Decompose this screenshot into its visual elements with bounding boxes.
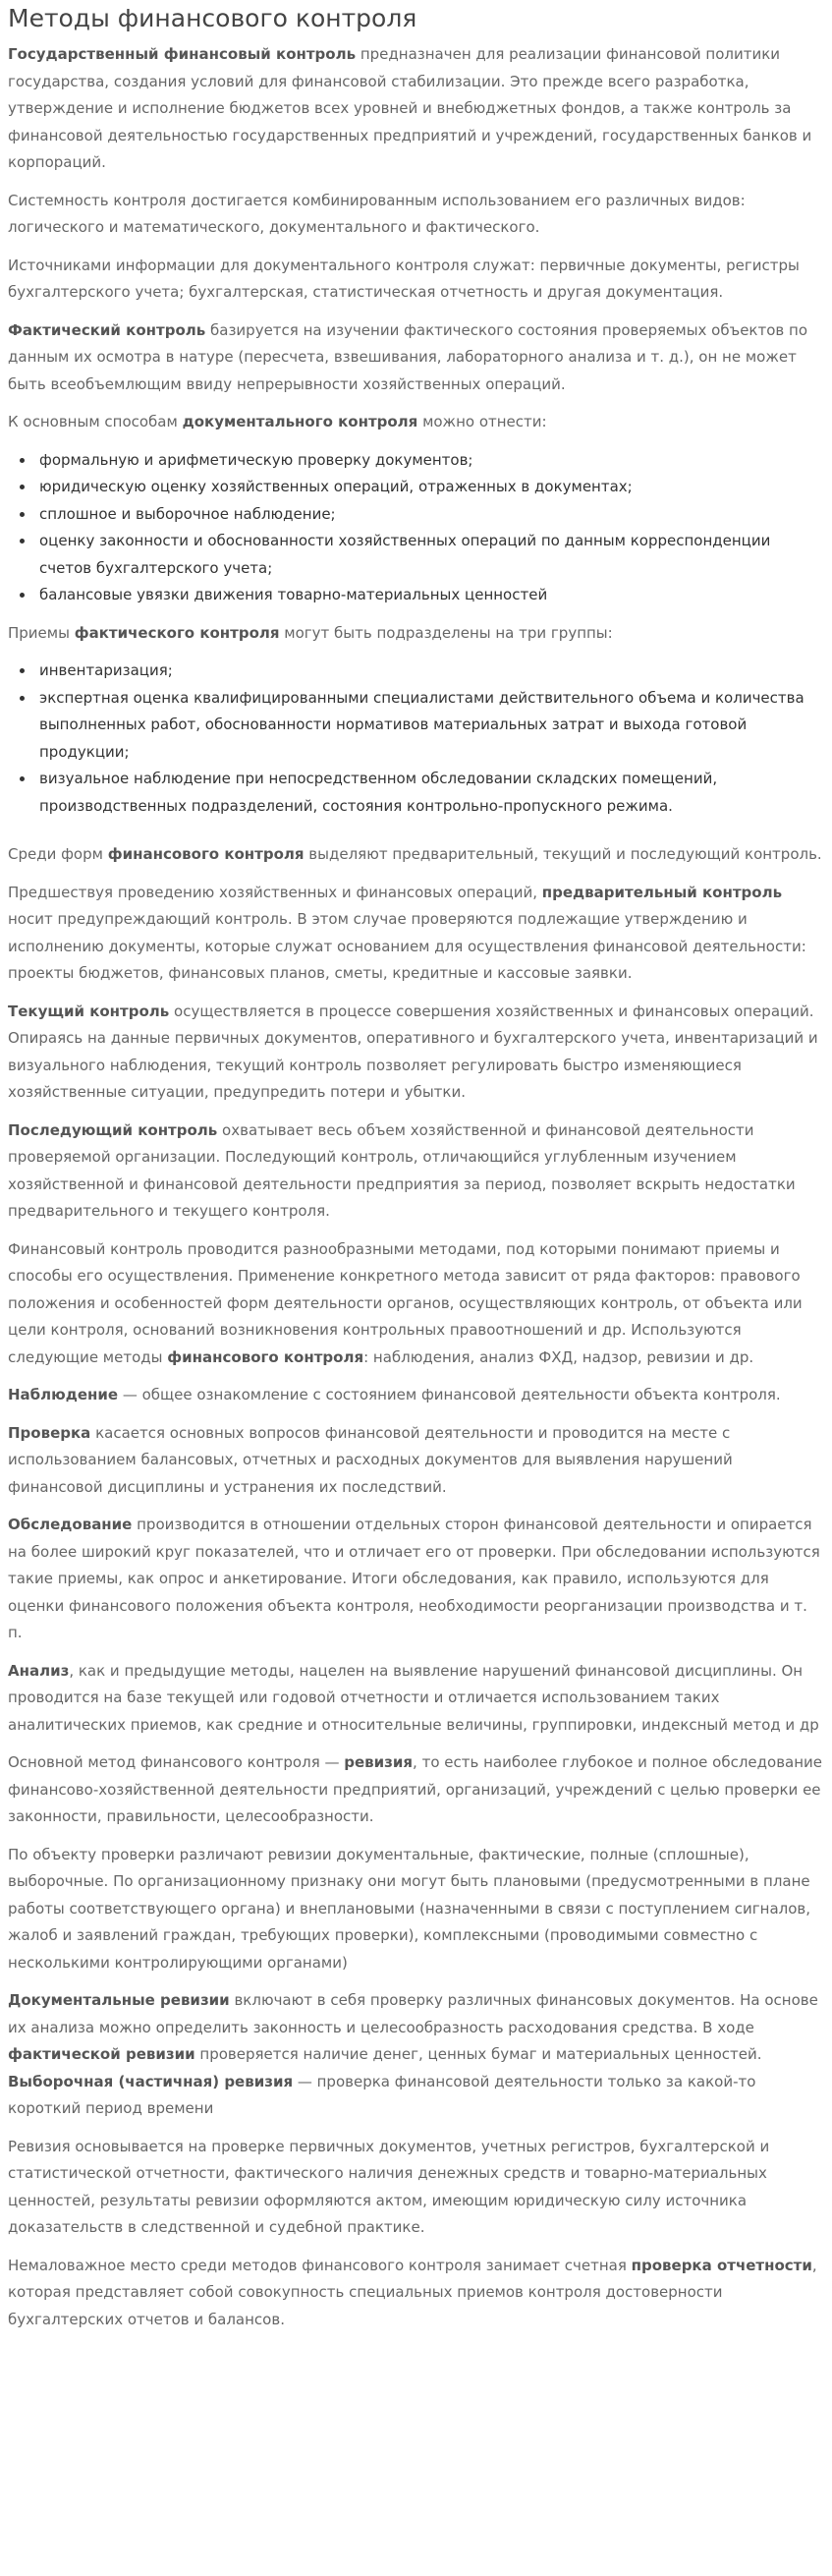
term-state-financial-control: Государственный финансовый контроль (8, 45, 357, 63)
paragraph-factual-control: Фактический контроль базируется на изучении фактического состояния проверяемых объектов по данным их осмотра в натуре (пересчета, взвешивания, лабораторного анализа и т. д.), он не может быть всеобъемлющим ввиду непрерывности хозяйственных операций. (8, 320, 808, 393)
list-item: • оценку законности и обоснованности хозяйственных операций по данным корреспонденции счетов бухгалтерского учета; (35, 528, 826, 582)
paragraph-control-methods: Финансовый контроль проводится разнообразными методами, под которыми понимают приемы и способы его осуществления. Применение конкретного метода зависит от ряда факторов: правового положения и особенностей форм деятельности органов, осуществляющих контроль, от объекта или цели контроля, оснований возникновения контрольных правоотношений и др. Используются следующие методы финансового контроля: наблюдения, анализ ФХД, надзор, ревизии и др. (8, 1239, 803, 1366)
paragraph-systemic-control: Системность контроля достигается комбинированным использованием его различных видов: логического и математического, документального и фактического. (8, 191, 746, 236)
paragraph-state-control: Государственный финансовый контроль предназначен для реализации финансовой политики государства, создания условий для финансовой стабилизации. Это прежде всего разработка, утверждение и исполнение бюджетов всех уровней и внебюджетных фондов, а также контроль за финансовой деятельностью государственных предприятий и учреждений, государственных банков и корпораций. (8, 45, 812, 171)
paragraph-observation: Наблюдение — общее ознакомление с состоянием финансовой деятельности объекта контроля. (8, 1386, 781, 1403)
term-reporting-check: проверка отчетности (631, 2256, 812, 2274)
paragraph-document-methods-intro: К основным способам документального контроля можно отнести: (8, 413, 547, 430)
list-item: • формальную и арифметическую проверку документов; (35, 447, 826, 475)
term-documentary-audits: Документальные ревизии (8, 1991, 230, 2009)
paragraph-factual-methods-intro: Приемы фактического контроля могут быть подразделены на три группы: (8, 623, 613, 642)
term-preliminary-control: предварительный контроль (541, 883, 783, 901)
term-financial-control: финансового контроля (107, 845, 305, 863)
term-observation: Наблюдение (8, 1386, 119, 1403)
paragraph-audit-types: По объекту проверки различают ревизии документальные, фактические, полные (сплошные), выборочные. По организационному признаку они могут быть плановыми (предусмотренными в плане работы соответствующего органа) и внеплановыми (назначенными в связи с поступлением сигналов, жалоб и заявлений граждан, требующих проверки), комплексными (проводимыми совместно с несколькими контролирующими органами) (8, 1845, 811, 1972)
paragraph-preliminary-control: Предшествуя проведению хозяйственных и финансовых операций, предварительный контроль носит предупреждающий контроль. В этом случае проверяются подлежащие утверждению и исполнению документы, которые служат основанием для осуществления финансовой деятельности: проекты бюджетов, финансовых планов, сметы, кредитные и кассовые заявки. (8, 883, 806, 982)
list-documentary-methods (8, 447, 826, 609)
term-subsequent-control: Последующий контроль (8, 1120, 218, 1139)
term-factual-control: фактического контроля (74, 623, 280, 642)
paragraph-audit: Основной метод финансового контроля — ревизия, то есть наиболее глубокое и полное обследование финансово-хозяйственной деятельности предприятий, организаций, учреждений с целью проверки ее законности, правильности, целесообразности. (8, 1753, 823, 1825)
paragraph-analysis: Анализ, как и предыдущие методы, нацелен на выявление нарушений финансовой дисциплины. Он проводится на базе текущей или годовой отчетности и отличается использованием таких аналитических приемов, как средние и относительные величины, группировки, индексный метод и др (8, 1661, 819, 1734)
list-factual-methods (8, 658, 826, 820)
term-analysis: Анализ (8, 1661, 70, 1680)
term-factual-control: Фактический контроль (8, 320, 206, 339)
paragraph-information-sources: Источниками информации для документального контроля служат: первичные документы, регистры бухгалтерского учета; бухгалтерская, статистическая отчетность и другая документация. (8, 256, 800, 301)
paragraph-survey: Обследование производится в отношении отдельных сторон финансовой деятельности и опирается на более широкий круг показателей, что и отличает его от проверки. При обследовании используются такие приемы, как опрос и анкетирование. Итоги обследования, как правило, используются для оценки финансового положения объекта контроля, необходимости реорганизации производства и т. п. (8, 1516, 820, 1641)
term-selective-audit: Выборочная (частичная) ревизия (8, 2072, 294, 2090)
paragraph-current-control: Текущий контроль осуществляется в процессе совершения хозяйственных и финансовых операций. Опираясь на данные первичных документов, оперативного и бухгалтерского учета, инвентаризаций и визуального наблюдения, текущий контроль позволяет регулировать быстро изменяющиеся хозяйственные ситуации, предупредить потери и убытки. (8, 1002, 818, 1101)
term-current-control: Текущий контроль (8, 1002, 170, 1020)
term-inspection: Проверка (8, 1423, 91, 1442)
list-item: • визуальное наблюдение при непосредственном обследовании складских помещений, производственных подразделений, состояния контрольно-пропускного режима. (35, 766, 826, 820)
list-item: • инвентаризация; (35, 658, 826, 685)
term-audit: ревизия (344, 1753, 414, 1771)
list-item: • юридическую оценку хозяйственных операций, отраженных в документах; (35, 474, 826, 501)
term-documentary-control: документального контроля (182, 413, 418, 430)
paragraph-control-forms: Среди форм финансового контроля выделяют предварительный, текущий и последующий контроль. (8, 845, 822, 863)
paragraph-reporting-check: Немаловажное место среди методов финансового контроля занимает счетная проверка отчетности, которая представляет собой совокупность специальных приемов контроля достоверности бухгалтерских отчетов и балансов. (8, 2256, 817, 2328)
list-item: • сплошное и выборочное наблюдение; (35, 501, 826, 529)
term-financial-control: финансового контроля (167, 1347, 364, 1366)
paragraph-inspection: Проверка касается основных вопросов финансовой деятельности и проводится на месте с использованием балансовых, отчетных и расходных документов для выявления нарушений финансовой дисциплины и устранения их последствий. (8, 1423, 733, 1496)
term-survey: Обследование (8, 1516, 133, 1533)
paragraph-subsequent-control: Последующий контроль охватывает весь объем хозяйственной и финансовой деятельности проверяемой организации. Последующий контроль, отличающийся углубленным изучением хозяйственной и финансовой деятельности предприятия за период, позволяет вскрыть недостатки предварительного и текущего контроля. (8, 1120, 796, 1220)
list-item: • экспертная оценка квалифицированными специалистами действительного объема и количества выполненных работ, обоснованности нормативов материальных затрат и выхода готовой продукции; (35, 685, 826, 767)
term-factual-audit: фактической ревизии (8, 2045, 195, 2063)
paragraph-documentary-audits: Документальные ревизии включают в себя проверку различных финансовых документов. На основе их анализа можно определить законность и целесообразность расходования средства. В ходе фактической ревизии проверяется наличие денег, ценных бумаг и материальных ценностей. Выборочная (частичная) ревизия — проверка финансовой деятельности только за какой-то короткий период времени (8, 1991, 818, 2117)
list-item: • балансовые увязки движения товарно-материальных ценностей (35, 582, 826, 609)
paragraph-audit-basis: Ревизия основывается на проверке первичных документов, учетных регистров, бухгалтерской и статистической отчетности, фактического наличия денежных средств и товарно-материальных ценностей, результаты ревизии оформляются актом, имеющим юридическую силу источника доказательств в следственной и судебной практике. (8, 2137, 770, 2236)
page-title: Методы финансового контроля (8, 4, 417, 32)
